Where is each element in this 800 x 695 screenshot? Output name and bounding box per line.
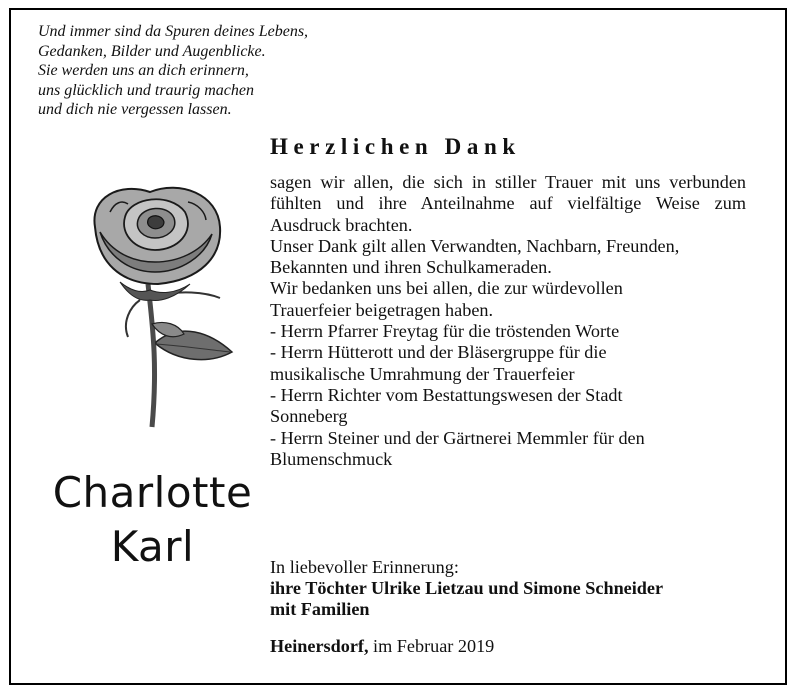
deceased-first-name: Charlotte	[52, 468, 253, 517]
body-line: Trauerfeier beigetragen haben.	[270, 299, 494, 320]
place-date	[270, 636, 494, 657]
list-item-line: - Herrn Steiner und der Gärtnerei Memmler für den	[270, 427, 645, 448]
deceased-last-name: Karl	[110, 522, 195, 571]
list-item	[270, 321, 746, 342]
body-line: Bekannten und ihren Schulkameraden.	[270, 257, 552, 278]
list-item-line: Blumenschmuck	[270, 448, 393, 469]
signature-block	[270, 557, 746, 620]
list-item	[270, 342, 746, 385]
list-item-line: Sonneberg	[270, 406, 348, 427]
date: im Februar 2019	[373, 636, 495, 656]
body-line: sagen wir allen, die sich in stiller Trauer mit uns verbunden	[270, 172, 746, 192]
rose-illustration	[60, 172, 260, 432]
thank-you-text	[270, 172, 746, 470]
list-item	[270, 385, 746, 428]
body-line: fühlten und ihre Anteilnahme auf vielfältige Weise zum	[270, 193, 746, 214]
place: Heinersdorf,	[270, 636, 369, 656]
list-item	[270, 428, 746, 471]
list-item-line: - Herrn Hütterott und der Bläsergruppe für die	[270, 342, 607, 363]
signature-names: ihre Töchter Ulrike Lietzau und Simone Schneider	[270, 578, 664, 598]
poem-line: uns glücklich und traurig machen	[38, 81, 254, 99]
signature-intro: In liebevoller Erinnerung:	[270, 557, 459, 577]
body-line: Wir bedanken uns bei allen, die zur würdevollen	[270, 278, 623, 299]
poem-line: Sie werden uns an dich erinnern,	[38, 62, 249, 80]
memorial-poem	[38, 22, 438, 120]
poem-line: Gedanken, Bilder und Augenblicke.	[38, 42, 266, 60]
signature-families: mit Familien	[270, 599, 370, 619]
list-item-line: musikalische Umrahmung der Trauerfeier	[270, 363, 575, 384]
poem-line: und dich nie vergessen lassen.	[38, 101, 232, 119]
thank-you-heading: Herzlichen Dank	[270, 134, 521, 159]
deceased-name	[35, 466, 270, 574]
body-line: Ausdruck brachten.	[270, 214, 413, 235]
poem-line: Und immer sind da Spuren deines Lebens,	[38, 23, 309, 40]
list-item-line: - Herrn Richter vom Bestattungswesen der Stadt	[270, 384, 623, 405]
body-line: Unser Dank gilt allen Verwandten, Nachbarn, Freunden,	[270, 235, 680, 256]
list-item-line: - Herrn Pfarrer Freytag für die tröstenden Worte	[270, 321, 620, 342]
